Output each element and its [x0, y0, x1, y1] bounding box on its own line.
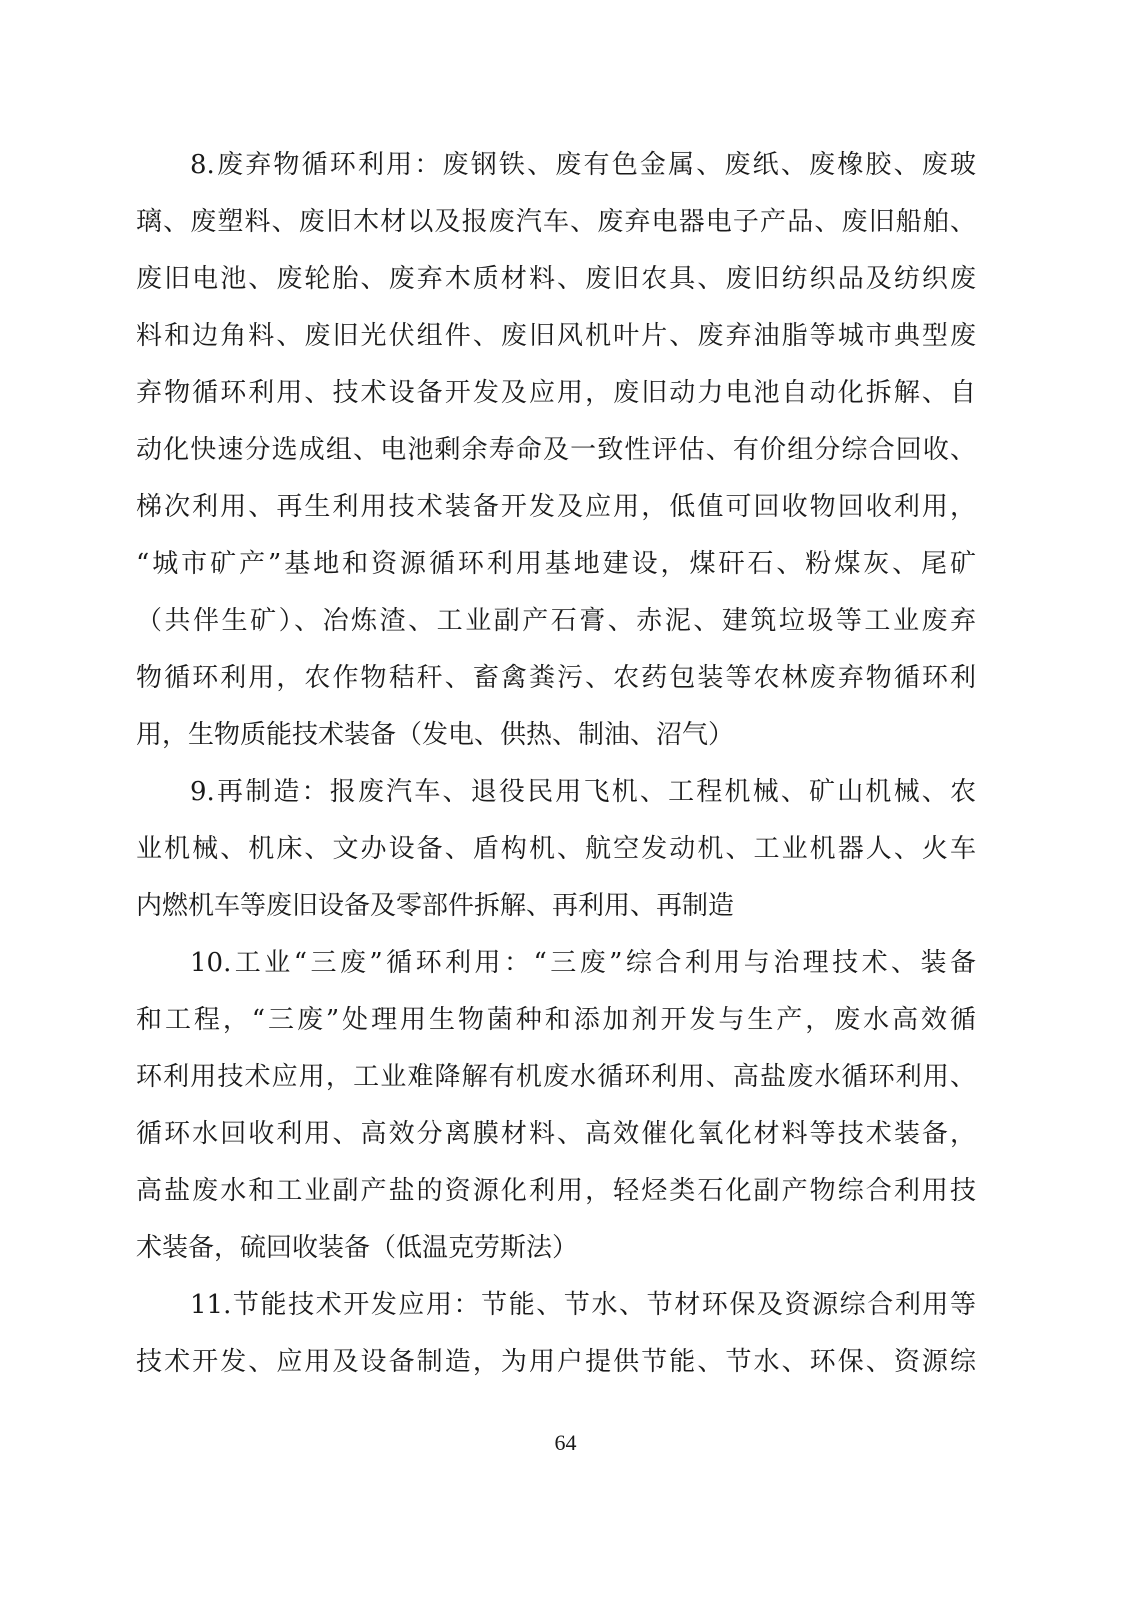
paragraph-10-line-4: 循环水回收利用、高效分离膜材料、高效催化氧化材料等技术装备， — [136, 1119, 976, 1149]
paragraph-10-line-1: 10.工业“三废”循环利用：“三废”综合利用与治理技术、装备 — [190, 948, 976, 978]
paragraph-8-line-7: 梯次利用、再生利用技术装备开发及应用，低值可回收物回收利用， — [136, 492, 976, 522]
paragraph-9-line-3: 内燃机车等废旧设备及零部件拆解、再利用、再制造 — [136, 891, 735, 921]
paragraph-8-line-4: 料和边角料、废旧光伏组件、废旧风机叶片、废弃油脂等城市典型废 — [136, 321, 976, 351]
paragraph-8-line-10: 物循环利用，农作物秸秆、畜禽粪污、农药包装等农林废弃物循环利 — [136, 663, 976, 693]
paragraph-10-line-6: 术装备，硫回收装备（低温克劳斯法） — [136, 1233, 579, 1263]
paragraph-9-line-2: 业机械、机床、文办设备、盾构机、航空发动机、工业机器人、火车 — [136, 834, 976, 864]
paragraph-11-line-1: 11.节能技术开发应用：节能、节水、节材环保及资源综合利用等 — [190, 1290, 976, 1320]
paragraph-8-line-5: 弃物循环利用、技术设备开发及应用，废旧动力电池自动化拆解、自 — [136, 378, 976, 408]
paragraph-8-line-6: 动化快速分选成组、电池剩余寿命及一致性评估、有价组分综合回收、 — [136, 435, 976, 465]
paragraph-8-line-9: （共伴生矿）、冶炼渣、工业副产石膏、赤泥、建筑垃圾等工业废弃 — [136, 606, 976, 636]
paragraph-8-line-2: 璃、废塑料、废旧木材以及报废汽车、废弃电器电子产品、废旧船舶、 — [136, 207, 976, 237]
paragraph-10-line-5: 高盐废水和工业副产盐的资源化利用，轻烃类石化副产物综合利用技 — [136, 1176, 976, 1206]
paragraph-8-line-3: 废旧电池、废轮胎、废弃木质材料、废旧农具、废旧纺织品及纺织废 — [136, 264, 976, 294]
paragraph-9-line-1: 9.再制造：报废汽车、退役民用飞机、工程机械、矿山机械、农 — [190, 777, 976, 807]
page-number: 64 — [554, 1430, 577, 1455]
paragraph-11-line-2: 技术开发、应用及设备制造，为用户提供节能、节水、环保、资源综 — [136, 1347, 976, 1377]
paragraph-8-line-8: “城市矿产”基地和资源循环利用基地建设，煤矸石、粉煤灰、尾矿 — [136, 549, 976, 579]
paragraph-10-line-2: 和工程，“三废”处理用生物菌种和添加剂开发与生产，废水高效循 — [136, 1005, 976, 1035]
paragraph-8-line-11: 用，生物质能技术装备（发电、供热、制油、沼气） — [136, 720, 735, 750]
paragraph-8-line-1: 8.废弃物循环利用：废钢铁、废有色金属、废纸、废橡胶、废玻 — [190, 150, 976, 180]
paragraph-10-line-3: 环利用技术应用，工业难降解有机废水循环利用、高盐废水循环利用、 — [136, 1062, 976, 1092]
